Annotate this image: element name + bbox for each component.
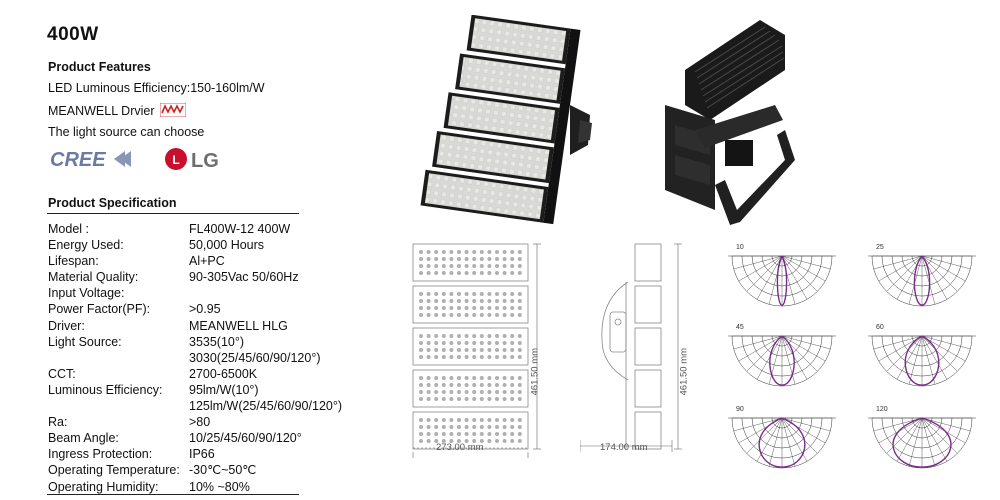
spec-row bbox=[48, 318, 378, 334]
spec-key: Driver: bbox=[48, 318, 85, 333]
cree-logo: CREE bbox=[50, 149, 106, 171]
spec-row bbox=[48, 446, 378, 462]
spec-value: FL400W-12 400W bbox=[189, 222, 291, 236]
spec-key: Material Quality: bbox=[48, 270, 139, 285]
spec-key: CCT: bbox=[48, 366, 76, 381]
spec-value: 95lm/W(10°) bbox=[189, 382, 259, 397]
beam-pattern-120 bbox=[862, 404, 982, 479]
beam-pattern-10 bbox=[722, 242, 842, 317]
svg-text:45: 45 bbox=[736, 324, 744, 331]
spec-row bbox=[48, 382, 378, 398]
side-height-dimension: 461.50 mm bbox=[678, 347, 690, 396]
side-width-dimension: 174.00 mm bbox=[600, 442, 648, 453]
feature-driver bbox=[48, 103, 186, 118]
features-heading: Product Features bbox=[48, 60, 151, 74]
svg-text:L: L bbox=[172, 153, 180, 167]
svg-text:120: 120 bbox=[876, 406, 888, 413]
svg-text:90: 90 bbox=[736, 406, 744, 413]
spec-rule-top bbox=[47, 213, 299, 214]
spec-value: 3030(25/45/60/90/120°) bbox=[189, 350, 321, 365]
spec-value: 3535(10°) bbox=[189, 334, 245, 349]
spec-row bbox=[48, 253, 378, 269]
beam-pattern-90 bbox=[722, 404, 842, 479]
spec-value: 125lm/W(25/45/60/90/120°) bbox=[189, 399, 343, 414]
spec-row bbox=[48, 398, 378, 414]
spec-key: Operating Temperature: bbox=[48, 463, 180, 478]
spec-value: 90-305Vac 50/60Hz bbox=[189, 270, 299, 285]
spec-key: Model : bbox=[48, 222, 89, 236]
spec-value: -30℃~50℃ bbox=[189, 463, 257, 478]
feature-driver-label: MEANWELL Drvier bbox=[48, 104, 155, 118]
spec-row bbox=[48, 269, 378, 285]
product-front-photo bbox=[420, 15, 595, 230]
spec-key: Lifespan: bbox=[48, 254, 99, 269]
spec-value: >80 bbox=[189, 415, 211, 430]
spec-value: MEANWELL HLG bbox=[189, 318, 288, 333]
spec-key: Light Source: bbox=[48, 334, 122, 349]
spec-heading: Product Specification bbox=[48, 196, 177, 210]
brand-logos bbox=[48, 146, 238, 172]
spec-value: Al+PC bbox=[189, 254, 225, 269]
spec-value: 10% ~80% bbox=[189, 479, 250, 494]
spec-key: Luminous Efficiency: bbox=[48, 382, 163, 397]
spec-key: Input Voltage: bbox=[48, 286, 125, 301]
spec-key: Beam Angle: bbox=[48, 431, 119, 446]
spec-value: 10/25/45/60/90/120° bbox=[189, 431, 302, 446]
spec-key: Power Factor(PF): bbox=[48, 302, 151, 317]
spec-row bbox=[48, 221, 378, 237]
spec-row bbox=[48, 285, 378, 301]
spec-row bbox=[48, 479, 378, 495]
svg-text:60: 60 bbox=[876, 324, 884, 331]
meanwell-logo bbox=[160, 103, 186, 117]
feature-efficiency: LED Luminous Efficiency:150-160lm/W bbox=[48, 81, 265, 95]
beam-pattern-60 bbox=[862, 322, 982, 397]
beam-pattern-25 bbox=[862, 242, 982, 317]
spec-value: 2700-6500K bbox=[189, 366, 258, 381]
beam-pattern-45 bbox=[722, 322, 842, 397]
spec-row bbox=[48, 366, 378, 382]
spec-value: 50,000 Hours bbox=[189, 238, 265, 253]
spec-value: IP66 bbox=[189, 447, 215, 462]
spec-row bbox=[48, 350, 378, 366]
spec-row bbox=[48, 301, 378, 317]
lg-logo: LG bbox=[191, 150, 219, 172]
spec-row bbox=[48, 334, 378, 350]
spec-row bbox=[48, 414, 378, 430]
svg-text:25: 25 bbox=[876, 244, 884, 251]
page-title: 400W bbox=[47, 24, 99, 45]
spec-key: Energy Used: bbox=[48, 238, 124, 253]
front-width-dimension: 273.00 mm bbox=[436, 442, 484, 453]
spec-row bbox=[48, 237, 378, 253]
spec-key: Ingress Protection: bbox=[48, 447, 153, 462]
product-back-photo bbox=[655, 10, 805, 230]
feature-choose: The light source can choose bbox=[48, 125, 205, 139]
spec-table bbox=[48, 221, 378, 495]
spec-rule-bottom bbox=[47, 494, 299, 495]
spec-row bbox=[48, 462, 378, 478]
spec-value: >0.95 bbox=[189, 302, 221, 317]
spec-key: Operating Humidity: bbox=[48, 479, 159, 494]
front-height-dimension: 461.50 mm bbox=[529, 347, 541, 396]
svg-text:10: 10 bbox=[736, 244, 744, 251]
spec-row bbox=[48, 430, 378, 446]
spec-key: Ra: bbox=[48, 415, 68, 430]
